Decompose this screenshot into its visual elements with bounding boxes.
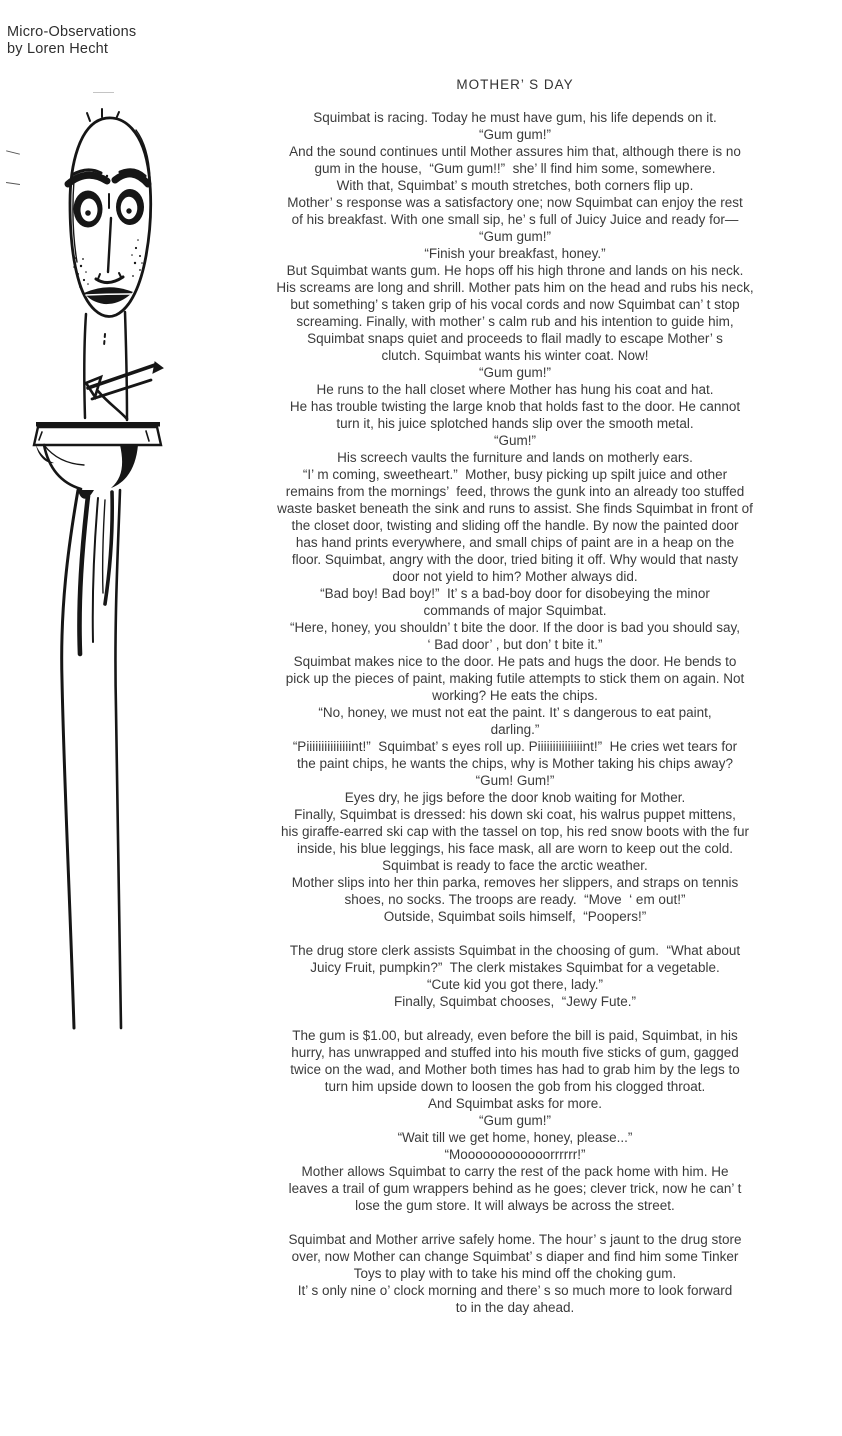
story-line: Outside, Squimbat soils himself, “Poopers!” [383, 909, 647, 924]
byline [7, 24, 136, 57]
story-line: pick up the pieces of paint, making futile attempts to stick them on again. Not [285, 671, 745, 686]
story-line: “Gum gum!” [478, 127, 551, 142]
story [232, 76, 798, 1316]
story-line: Mother allows Squimbat to carry the rest of the pack home with him. He [301, 1164, 729, 1179]
story-line: lose the gum store. It will always be across the street. [355, 1198, 675, 1213]
byline-title: Micro-Observations [7, 24, 137, 40]
story-line: Squimbat makes nice to the door. He pats and hugs the door. He bends to [293, 654, 737, 669]
paragraph [232, 1027, 798, 1214]
story-line: screaming. Finally, with mother’ s calm rub and his intention to guide him, [296, 314, 734, 329]
story-line: “Moooooooooooorrrrrr!” [444, 1147, 586, 1162]
story-line: With that, Squimbat’ s mouth stretches, both corners flip up. [336, 178, 694, 193]
story-line: “Wait till we get home, honey, please...” [397, 1130, 633, 1145]
story-line: And Squimbat asks for more. [427, 1096, 603, 1111]
story-line: “Gum gum!” [478, 229, 551, 244]
byline-author: by Loren Hecht [7, 40, 109, 57]
story-line: The gum is $1.00, but already, even before the bill is paid, Squimbat, in his [292, 1028, 738, 1043]
story-line: “Gum!” [494, 433, 536, 448]
story-line: to in the day ahead. [455, 1300, 575, 1315]
story-line: “I’ m coming, sweetheart.” Mother, busy picking up spilt juice and other [302, 467, 728, 482]
story-line: waste basket beneath the sink and runs to assist. She finds Squimbat in front of [277, 501, 753, 516]
bust-on-column-illustration [28, 88, 168, 1038]
story-line: He has trouble twisting the large knob that holds fast to the door. He cannot [289, 399, 741, 414]
paragraph [232, 942, 798, 1010]
story-line: Squimbat is racing. Today he must have gum, his life depends on it. [313, 110, 717, 125]
story-body [232, 109, 798, 1316]
story-line: but something’ s taken grip of his vocal cords and now Squimbat can’ t stop [290, 297, 740, 312]
story-line: commands of major Squimbat. [423, 603, 607, 618]
story-line: “Gum gum!” [478, 365, 551, 380]
story-line: “Gum! Gum!” [475, 773, 555, 788]
story-line: Squimbat and Mother arrive safely home. The hour’ s jaunt to the drug store [288, 1232, 742, 1247]
story-line: hurry, has unwrapped and stuffed into his mouth five sticks of gum, gagged [291, 1045, 739, 1060]
story-line: gum in the house, “Gum gum!!” she’ ll find him some, somewhere. [314, 161, 716, 176]
story-line: turn him upside down to loosen the gob from his clogged throat. [324, 1079, 706, 1094]
story-line: But Squimbat wants gum. He hops off his high throne and lands on his neck. [286, 263, 744, 278]
story-line: Finally, Squimbat is dressed: his down ski coat, his walrus puppet mittens, [294, 807, 736, 822]
story-line: twice on the wad, and Mother both times has had to grab him by the legs to [290, 1062, 740, 1077]
story-line: leaves a trail of gum wrappers behind as he goes; clever trick, now he can’ t [288, 1181, 742, 1196]
story-line: his giraffe-earred ski cap with the tassel on top, his red snow boots with the fur [281, 824, 749, 839]
story-line: shoes, no socks. The troops are ready. “Move ‘ em out!” [344, 892, 686, 907]
story-line: His screams are long and shrill. Mother pats him on the head and rubs his neck, [276, 280, 754, 295]
story-line: has hand prints everywhere, and small chips of paint are in a heap on the [295, 535, 735, 550]
story-line: turn it, his juice splotched hands slip over the smooth metal. [336, 416, 694, 431]
story-line: The drug store clerk assists Squimbat in the choosing of gum. “What about [289, 943, 741, 958]
story-line: Toys to play with to take his mind off the choking gum. [353, 1266, 677, 1281]
story-line: Eyes dry, he jigs before the door knob waiting for Mother. [344, 790, 686, 805]
story-line: over, now Mother can change Squimbat’ s diaper and find him some Tinker [291, 1249, 739, 1264]
story-line: the closet door, twisting and sliding off the handle. By now the painted door [291, 518, 739, 533]
story-line: He runs to the hall closet where Mother has hung his coat and hat. [316, 382, 714, 397]
story-title: MOTHER’ S DAY [456, 77, 574, 92]
story-line: “Finish your breakfast, honey.” [424, 246, 606, 261]
story-line: Mother slips into her thin parka, removes her slippers, and straps on tennis [291, 875, 739, 890]
story-line: “Here, honey, you shouldn’ t bite the door. If the door is bad you should say, [289, 620, 741, 635]
story-line: And the sound continues until Mother assures him that, although there is no [289, 144, 741, 159]
story-line: “Piiiiiiiiiiiiiiint!” Squimbat’ s eyes roll up. Piiiiiiiiiiiiiiint!” He cries wet tears for [292, 739, 738, 754]
story-line: Finally, Squimbat chooses, “Jewy Fute.” [393, 994, 637, 1009]
story-line: Squimbat is ready to face the arctic weather. [382, 858, 648, 873]
story-line: of his breakfast. With one small sip, he’ s full of Juicy Juice and ready for— [291, 212, 739, 227]
stray-mark [6, 182, 20, 185]
story-line: inside, his blue leggings, his face mask, all are worn to keep out the cold. [297, 841, 733, 856]
paragraph [232, 109, 798, 925]
paragraph [232, 1231, 798, 1316]
story-line: “No, honey, we must not eat the paint. It’ s dangerous to eat paint, [318, 705, 712, 720]
story-line: clutch. Squimbat wants his winter coat. Now! [381, 348, 649, 363]
story-line: “Cute kid you got there, lady.” [426, 977, 604, 992]
story-line: remains from the mornings’ feed, throws the gunk into an already too stuffed [285, 484, 745, 499]
story-line: Juicy Fruit, pumpkin?” The clerk mistakes Squimbat for a vegetable. [310, 960, 720, 975]
story-line: ‘ Bad door’ , but don’ t bite it.” [427, 637, 603, 652]
story-line: Squimbat snaps quiet and proceeds to flail madly to escape Mother’ s [307, 331, 723, 346]
story-line: Mother’ s response was a satisfactory one; now Squimbat can enjoy the rest [287, 195, 743, 210]
story-line: darling.” [490, 722, 540, 737]
story-line: floor. Squimbat, angry with the door, tried biting it off. Why would that nasty [291, 552, 739, 567]
story-line: “Gum gum!” [478, 1113, 551, 1128]
story-line: “Bad boy! Bad boy!” It’ s a bad-boy door for disobeying the minor [320, 586, 710, 601]
stray-mark [6, 150, 20, 154]
story-line: door not yield to him? Mother always did. [392, 569, 638, 584]
story-line: working? He eats the chips. [432, 688, 598, 703]
story-line: His screech vaults the furniture and lands on motherly ears. [337, 450, 693, 465]
story-line: It’ s only nine o’ clock morning and there’ s so much more to look forward [297, 1283, 733, 1298]
story-line: the paint chips, he wants the chips, why is Mother taking his chips away? [297, 756, 733, 771]
